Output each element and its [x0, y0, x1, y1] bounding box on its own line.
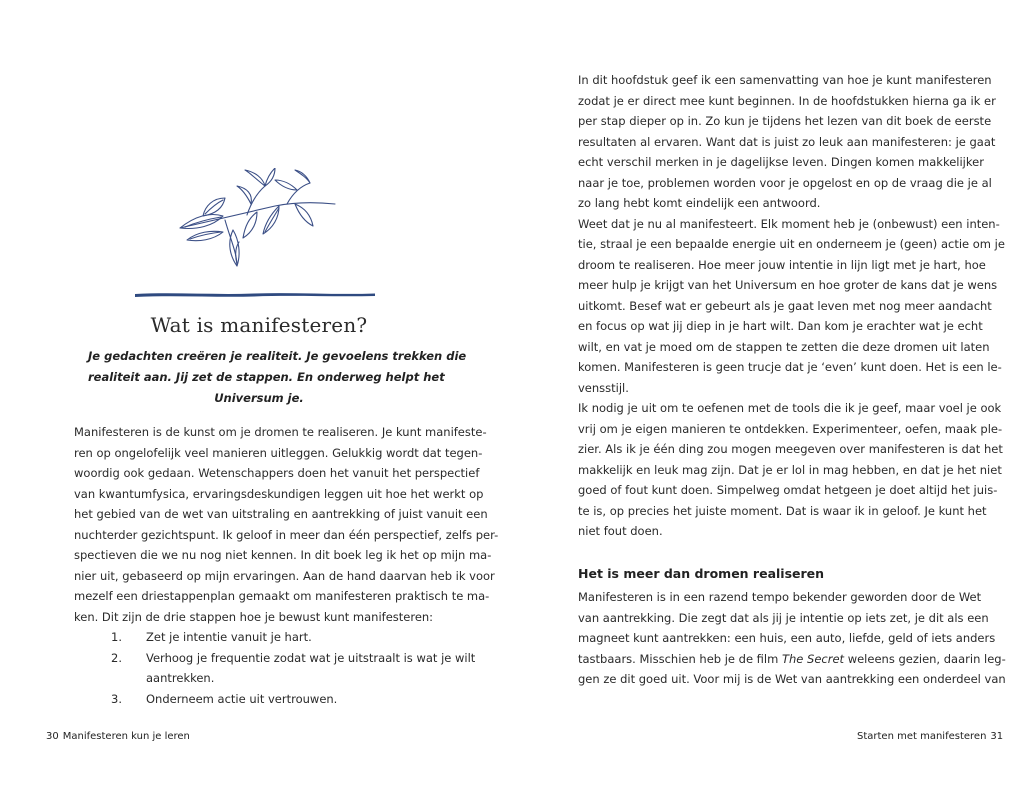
text-line: makkelijk en leuk mag zijn. Dat je er lol in mag hebben, en dat je het niet: [578, 462, 1002, 477]
text-line: zier. Als ik je één ding zou mogen meegeven over manifesteren is dat het: [578, 442, 1003, 456]
text-line: goed of fout kunt doen. Simpelweg omdat hetgeen je doet altijd het juis-: [578, 483, 998, 497]
list-item: [74, 648, 476, 669]
chapter-lead: [88, 346, 467, 409]
step-number: 1.: [111, 630, 122, 644]
text-line: meer hulp je krijgt van het Universum en hoe groter de kans dat je wens: [578, 278, 998, 292]
text-line: In dit hoofdstuk geef ik een samenvatting van hoe je kunt manifesteren: [578, 73, 992, 87]
text-line: magneet kunt aantrekken: een huis, een auto, liefde, geld of iets anders: [578, 631, 996, 645]
step-text: Onderneem actie uit vertrouwen.: [146, 691, 338, 706]
text-line: niet fout doen.: [578, 524, 663, 538]
text-line: van kwantumfysica, ervaringsdeskundigen leggen uit hoe het werkt op: [74, 486, 484, 501]
text-line: resultaten al ervaren. Want dat is juist zo leuk aan manifesteren: je gaat: [578, 134, 996, 149]
text-line: droom te realiseren. Hoe meer jouw intentie in lijn ligt met je hart, hoe: [578, 257, 986, 272]
film-title: The Secret: [781, 651, 845, 666]
text-line: ken. Dit zijn de drie stappen hoe je bewust kunt manifesteren:: [74, 609, 434, 624]
text-line: ren op ongelofelijk veel manieren uitleggen. Gelukkig wordt dat tegen-: [74, 445, 483, 460]
text-line: Weet dat je nu al manifesteert. Elk moment heb je (onbewust) een inten-: [578, 216, 1000, 231]
right-page: [512, 0, 1024, 788]
text-line: zodat je er direct mee kunt beginnen. In de hoofdstukken hierna ga ik er: [578, 93, 996, 108]
step-text: Zet je intentie vanuit je hart.: [146, 630, 312, 644]
running-title: Manifesteren kun je leren: [62, 731, 190, 742]
text-line: zo lang hebt komt eindelijk een antwoord.: [578, 196, 821, 210]
brush-stroke-divider: [134, 290, 376, 298]
list-item: [74, 689, 446, 710]
step-text: aantrekken.: [146, 671, 215, 685]
text-line: per stap dieper op in. Zo kun je tijdens het lezen van dit boek de eerste: [578, 114, 992, 128]
chapter-title: Wat is manifesteren?: [150, 313, 368, 337]
step-number: 2.: [111, 650, 122, 665]
text-line: tie, straal je een bepaalde energie uit en onderneem je (geen) actie om je: [578, 237, 1005, 251]
text-line: nier uit, gebaseerd op mijn ervaringen. Aan de hand daarvan heb ik voor: [74, 568, 495, 583]
text-line: [578, 649, 1006, 670]
text-line: uitkomt. Besef wat er gebeurt als je gaat leven met nog meer aandacht: [578, 298, 992, 313]
running-title: Starten met manifesteren: [857, 731, 987, 742]
text-line: van aantrekking. Die zegt dat als jij je intentie op iets zet, je dit als een: [578, 610, 989, 625]
text-line: woordig ook gedaan. Wetenschappers doen het vanuit het perspectief: [74, 466, 480, 480]
step-number: 3.: [111, 691, 122, 706]
text-line: komen. Manifesteren is geen trucje dat je ‘even’ kunt doen. Het is een le-: [578, 360, 1002, 374]
steps-list: [74, 627, 476, 709]
lead-line: realiteit aan. Jij zet de stappen. En onderweg helpt het: [88, 370, 445, 384]
text-line: nuchterder gezichtspunt. Ik geloof in meer dan één perspectief, zelfs per-: [74, 527, 499, 542]
text-line: het gebied van de wet van uitstraling en aantrekking of juist vanuit een: [74, 507, 488, 521]
text-line: Manifesteren is de kunst om je dromen te realiseren. Je kunt manifeste-: [74, 425, 487, 439]
list-item: [74, 627, 446, 648]
text-line: wilt, en vat je moed om de stappen te zetten die deze dromen uit laten: [578, 339, 990, 354]
text-line: spectieven die we nu nog niet kennen. In dit boek leg ik het op mijn ma-: [74, 548, 492, 562]
text-run: tastbaars. Misschien heb je de film: [578, 651, 782, 666]
lead-line: Je gedachten creëren je realiteit. Je gevoelens trekken die: [88, 349, 467, 363]
text-run: weleens gezien, daarin leg-: [844, 651, 1006, 666]
text-line: naar je toe, problemen worden voor je opgelost en op de vraag die je al: [578, 175, 992, 190]
text-line: vensstijl.: [578, 380, 629, 395]
text-line: en focus op wat jij diep in je hart wilt. Dan kom je erachter wat je echt: [578, 319, 983, 333]
text-line: echt verschil merken in je dagelijkse leven. Dingen komen makkelijker: [578, 155, 984, 169]
lead-line: Universum je.: [214, 391, 304, 405]
left-body-paragraph: [74, 422, 499, 627]
text-line: vrij om je eigen manieren te ontdekken. Experimenteer, oefen, maak ple-: [578, 421, 1003, 436]
text-line: gen ze dit goed uit. Voor mij is de Wet van aantrekking een onderdeel van: [578, 672, 1006, 686]
list-item-continuation: [74, 668, 446, 689]
page-footer-left: [46, 731, 190, 742]
step-text: Verhoog je frequentie zodat wat je uitstraalt is wat je wilt: [146, 650, 476, 665]
text-line: te is, op precies het juiste moment. Dat is waar ik in geloof. Je kunt het: [578, 503, 987, 518]
right-body-section: [578, 587, 1006, 690]
page-number: 31: [990, 731, 1004, 742]
page-number: 30: [46, 731, 59, 742]
right-body-paragraphs: [578, 70, 1005, 542]
text-line: mezelf een driestappenplan gemaakt om manifesteren praktisch te ma-: [74, 589, 490, 603]
text-line: Ik nodig je uit om te oefenen met de tools die ik je geef, maar voel je ook: [578, 401, 1002, 415]
text-line: Manifesteren is in een razend tempo bekender geworden door de Wet: [578, 590, 982, 604]
page-footer-right: [857, 731, 1004, 742]
section-heading: Het is meer dan dromen realiseren: [578, 566, 825, 581]
olive-branch-icon: [175, 168, 340, 273]
